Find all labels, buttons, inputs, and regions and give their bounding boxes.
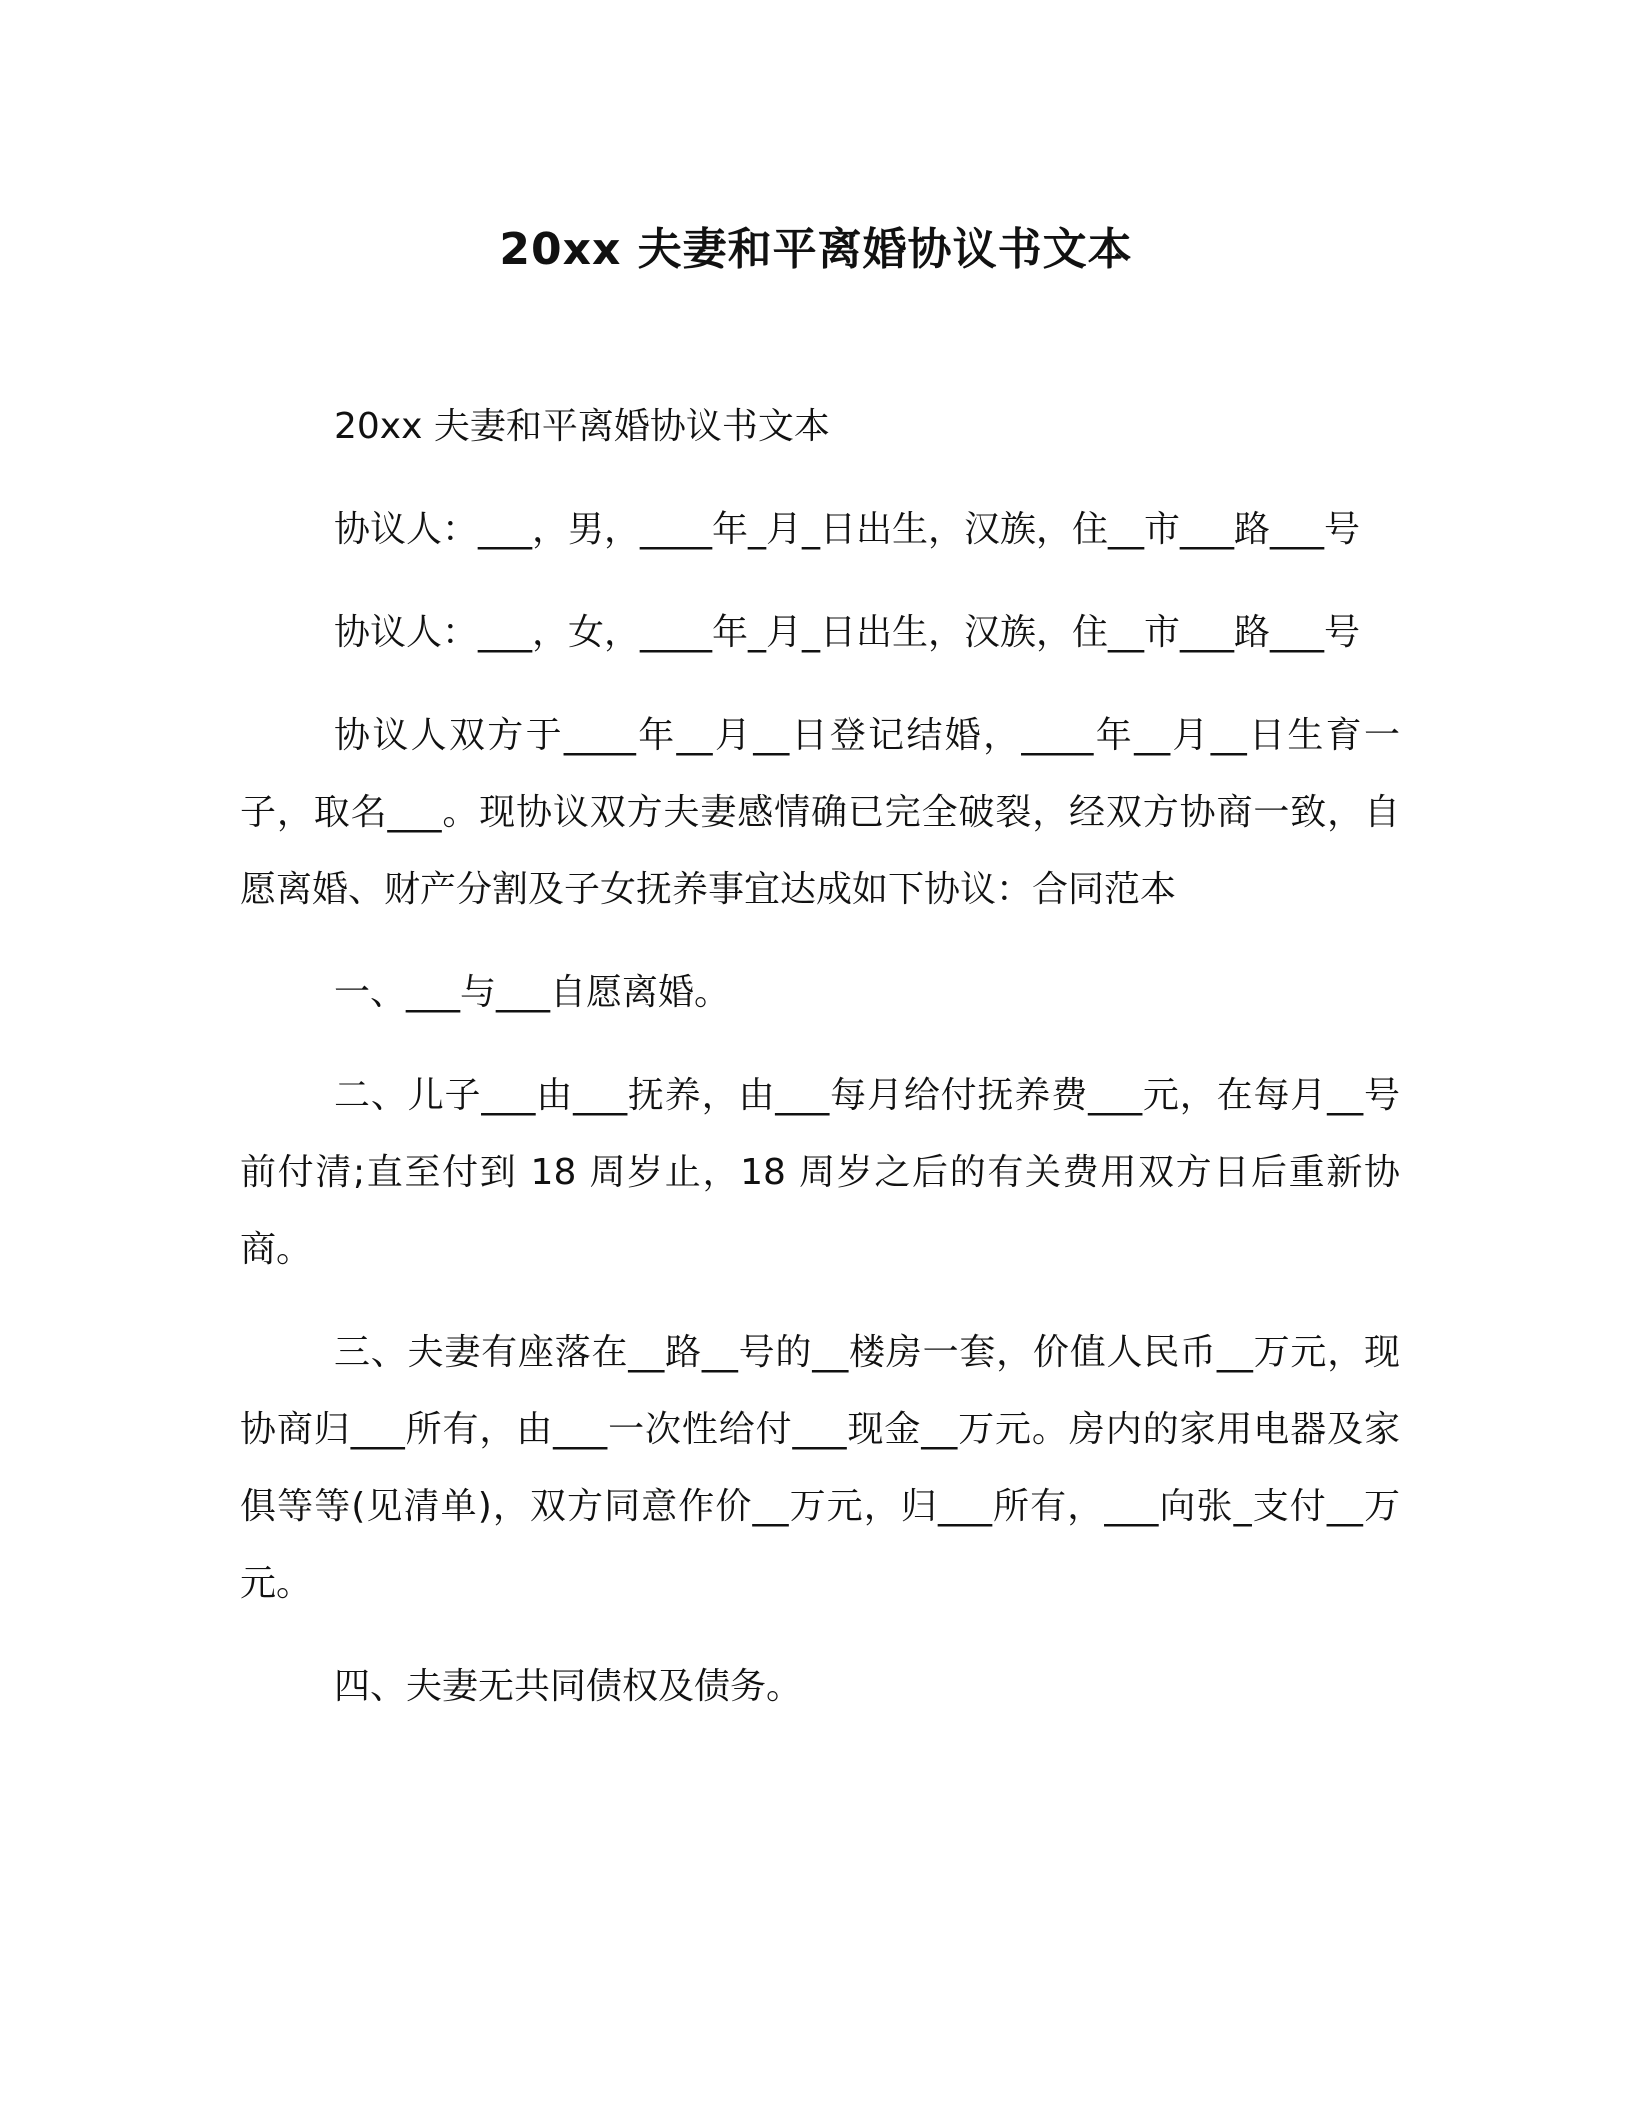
- paragraph-preamble: 协议人双方于____年__月__日登记结婚，____年__月__日生育一子，取名___。现协议双方夫妻感情确已完全破裂，经双方协商一致，自愿离婚、财产分割及子女抚养事宜达成如下协议：合同范本: [240, 715, 1400, 910]
- clause-3: 三、夫妻有座落在__路__号的__楼房一套，价值人民币__万元，现协商归___所有，由___一次性给付___现金__万元。房内的家用电器及家俱等等(见清单)，双方同意作价__万元，归___所有，___向张_支付__万元。: [240, 1332, 1400, 1604]
- clause-2: 二、儿子___由___抚养，由___每月给付抚养费___元，在每月__号前付清;直至付到 18 周岁止，18 周岁之后的有关费用双方日后重新协商。: [240, 1075, 1400, 1270]
- paragraph-party-male: 协议人：___，男，____年_月_日出生，汉族，住__市___路___号: [334, 509, 1361, 550]
- document-body: [240, 388, 1400, 1751]
- clause-1: 一、___与___自愿离婚。: [334, 972, 731, 1013]
- clause-4: 四、夫妻无共同债权及债务。: [334, 1666, 803, 1707]
- paragraph-party-female: 协议人：___，女，____年_月_日出生，汉族，住__市___路___号: [334, 612, 1361, 653]
- paragraph-subtitle: 20xx 夫妻和平离婚协议书文本: [334, 406, 830, 447]
- document-title: 20xx 夫妻和平离婚协议书文本: [499, 224, 1133, 275]
